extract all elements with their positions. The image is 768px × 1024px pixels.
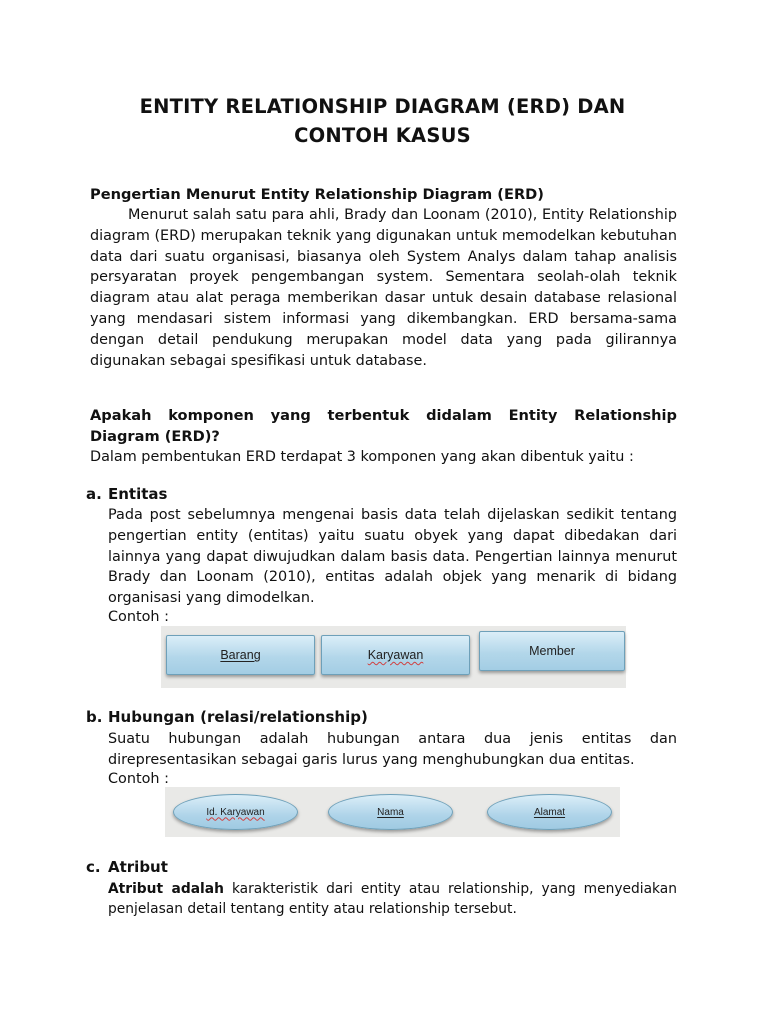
attribute-example-strip [165,787,620,837]
list-marker: c. [86,858,101,876]
entity-box-karyawan: Karyawan [321,635,470,675]
entity-box-barang: Barang [166,635,315,675]
atribut-description [108,879,677,919]
document-title [90,92,675,150]
list-item-title: Hubungan (relasi/relationship) [108,708,368,726]
title-line-2: CONTOH KASUS [294,124,471,147]
entitas-contoh-label: Contoh : [108,609,169,625]
atribut-text: karakteristik dari entity atau relationship, yang menyediakan penjelasan detail tentang entity atau relationship tersebut. [108,881,677,917]
entitas-description: Pada post sebelumnya mengenai basis data telah dijelaskan sedikit tentang pengertian entity (entitas) yaitu suatu obyek yang dapat dibedakan dari lainnya yang dapat diwujudkan dalam basis data. Pengertian lainnya menurut Brady dan Loonam (2010), entitas adalah objek yang menarik di bidang organisasi yang dimodelkan. [108,507,677,607]
section1-paragraph: Menurut salah satu para ahli, Brady dan Loonam (2010), Entity Relationship diagram (ERD) merupakan teknik yang digunakan untuk memodelkan kebutuhan data dari suatu organisasi, biasanya oleh System Analys dalam tahap analisis persyaratan proyek pengembangan system. Sementara seolah-olah teknik diagram atau alat peraga memberikan dasar untuk desain database relasional yang mendasari sistem informasi yang dikembangkan. ERD bersama-sama dengan detail pendukung merupakan model data yang pada gilirannya digunakan sebagai spesifikasi untuk database. [90,207,677,369]
hubungan-description: Suatu hubungan adalah hubungan antara dua jenis entitas dan direpresentasikan sebagai garis lurus yang menghubungkan dua entitas. [108,731,677,768]
section2-intro: Dalam pembentukan ERD terdapat 3 komponen yang akan dibentuk yaitu : [90,449,634,465]
list-marker: b. [86,708,103,726]
list-item-title: Entitas [108,485,168,503]
attribute-ellipse-alamat: Alamat [487,794,612,830]
list-marker: a. [86,485,102,503]
entity-example-strip [161,626,626,688]
hubungan-contoh-label: Contoh : [108,771,169,787]
section2-heading: Apakah komponen yang terbentuk didalam Entity Relationship Diagram (ERD)? [90,407,677,445]
list-item-hubungan [86,708,368,726]
entity-box-member: Member [479,631,625,671]
attribute-ellipse-nama: Nama [328,794,453,830]
list-item-entitas [86,485,167,503]
section1-heading: Pengertian Menurut Entity Relationship Diagram (ERD) [90,186,544,203]
atribut-lead-bold: Atribut adalah [108,881,224,897]
title-line-1: ENTITY RELATIONSHIP DIAGRAM (ERD) DAN [139,95,626,118]
attribute-ellipse-id-karyawan: Id. Karyawan [173,794,298,830]
list-item-title: Atribut [108,858,168,876]
list-item-atribut [86,858,168,876]
